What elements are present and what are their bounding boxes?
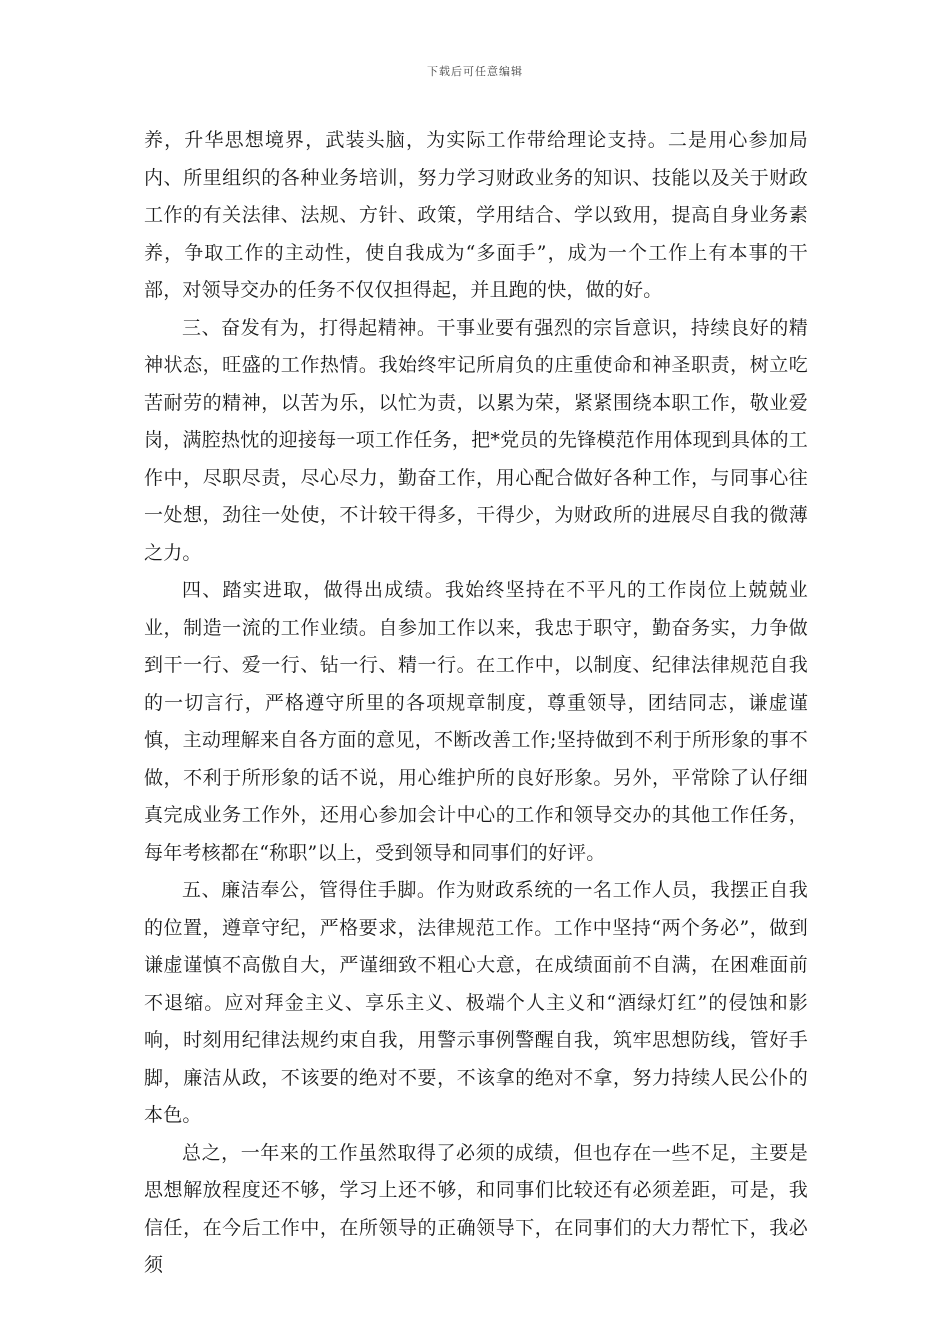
paragraph-study-continued: 养，升华思想境界，武装头脑，为实际工作带给理论支持。二是用心参加局内、所里组织的各种业务培训，努力学习财政业务的知识、技能以及关于财政工作的有关法律、法规、方针、政策，学用结合、学以致用，提高自身业务素养，争取工作的主动性，使自我成为“多面手”，成为一个工作上有本事的干部，对领导交办的任务不仅仅担得起，并且跑的快，做的好。 bbox=[144, 129, 808, 301]
document-body bbox=[144, 122, 808, 1285]
paragraph-achievement: 四、踏实进取，做得出成绩。我始终坚持在不平凡的工作岗位上兢兢业业，制造一流的工作业绩。自参加工作以来，我忠于职守，勤奋务实，力争做到干一行、爱一行、钻一行、精一行。在工作中，以制度、纪律法律规范自我的一切言行，严格遵守所里的各项规章制度，尊重领导，团结同志，谦虚谨慎，主动理解来自各方面的意见，不断改善工作;坚持做到不利于所形象的事不做，不利于所形象的话不说，用心维护所的良好形象。另外，平常除了认仔细真完成业务工作外，还用心参加会计中心的工作和领导交办的其他工作任务，每年考核都在“称职”以上，受到领导和同事们的好评。 bbox=[144, 579, 808, 864]
page-header: 下载后可任意编辑 bbox=[427, 65, 523, 78]
paragraph-summary: 总之，一年来的工作虽然取得了必须的成绩，但也存在一些不足，主要是思想解放程度还不够，学习上还不够，和同事们比较还有必须差距，可是，我信任，在今后工作中，在所领导的正确领导下，在同事们的大力帮忙下，我必须 bbox=[144, 1141, 808, 1276]
paragraph-spirit: 三、奋发有为，打得起精神。干事业要有强烈的宗旨意识，持续良好的精神状态，旺盛的工作热情。我始终牢记所肩负的庄重使命和神圣职责，树立吃苦耐劳的精神，以苦为乐，以忙为责，以累为荣，紧紧围绕本职工作，敬业爱岗，满腔热忱的迎接每一项工作任务，把*党员的先锋模范作用体现到具体的工作中，尽职尽责，尽心尽力，勤奋工作，用心配合做好各种工作，与同事心往一处想，劲往一处使，不计较干得多，干得少，为财政所的进展尽自我的微薄之力。 bbox=[144, 316, 808, 564]
paragraph-integrity: 五、廉洁奉公，管得住手脚。作为财政系统的一名工作人员，我摆正自我的位置，遵章守纪，严格要求，法律规范工作。工作中坚持“两个务必”，做到谦虚谨慎不高傲自大，严谨细致不粗心大意，在成绩面前不自满，在困难面前不退缩。应对拜金主义、享乐主义、极端个人主义和“酒绿灯红”的侵蚀和影响，时刻用纪律法规约束自我，用警示事例警醒自我，筑牢思想防线，管好手脚，廉洁从政，不该要的绝对不要，不该拿的绝对不拿，努力持续人民公仆的本色。 bbox=[144, 879, 808, 1126]
